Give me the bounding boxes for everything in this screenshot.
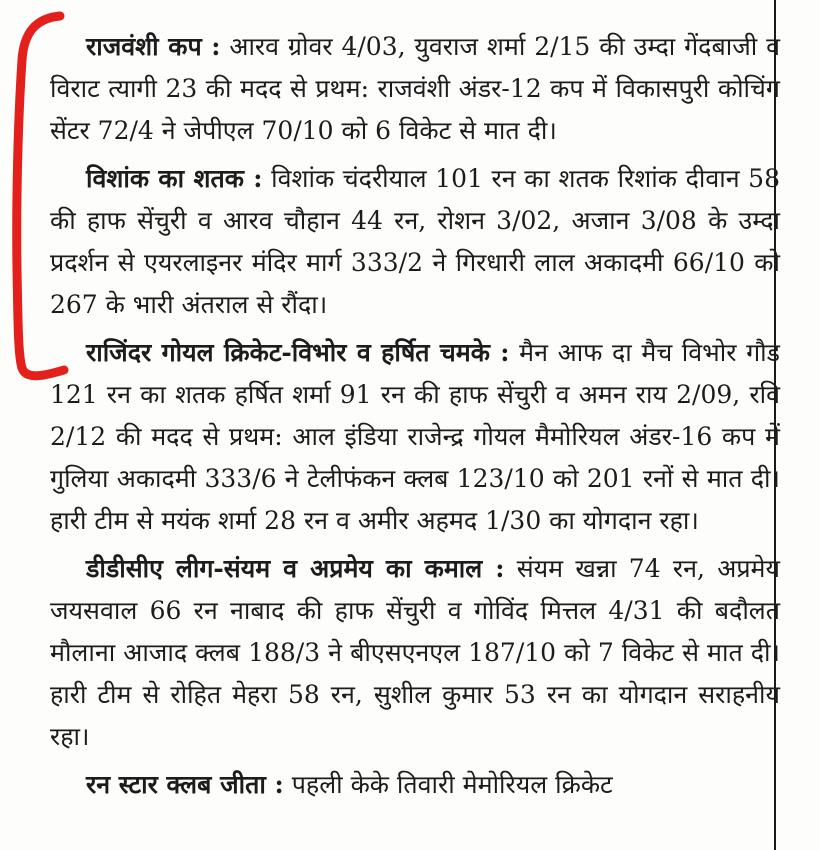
body-rajinder-goyal: मैन आफ दा मैच विभोर गौड 121 रन का शतक हर्षित शर्मा 91 रन की हाफ सेंचुरी व अमन राय 2/09, रवि 2/12 की मदद से प्रथम: आल इंडिया राजेन्द्र गोयल मैमोरियल अंडर-16 कप में गुलिया अकादमी 333/6 ने टेलीफंकन क्लब 123/10 को 201 रनों से मात दी। हारी टीम से मयंक शर्मा 28 रन व अमीर अहमद 1/30 का योगदान रहा। [50,338,780,535]
heading-ddca-league: डीडीसीए लीग-संयम व अप्रमेय का कमाल : [86,554,505,583]
body-run-star-club: पहली केके तिवारी मेमोरियल क्रिकेट [283,770,613,799]
paragraph-ddca-league [50,548,780,758]
paragraph-vishank-century [50,158,780,326]
article-column [50,0,780,812]
heading-run-star-club: रन स्टार क्लब जीता : [86,770,284,799]
body-rajvanshi-cup: आरव ग्रोवर 4/03, युवराज शर्मा 2/15 की उम्दा गेंदबाजी व विराट त्यागी 23 की मदद से प्रथम: राजवंशी अंडर-12 कप में विकासपुरी कोचिंग सेंटर 72/4 ने जेपीएल 70/10 को 6 विकेट से मात दी। [50,32,780,145]
cut-off-line [50,0,780,20]
paragraph-rajvanshi-cup [50,26,780,152]
body-vishank-century: विशांक चंदरीयाल 101 रन का शतक रिशांक दीवान 58 की हाफ सेंचुरी व आरव चौहान 44 रन, रोशन 3/02, अजान 3/08 के उम्दा प्रदर्शन से एयरलाइनर मंदिर मार्ग 333/2 ने गिरधारी लाल अकादमी 66/10 को 267 के भारी अंतराल से रौंदा। [50,164,780,319]
body-ddca-league: संयम खन्ना 74 रन, अप्रमेय जयसवाल 66 रन नाबाद की हाफ सेंचुरी व गोविंद मित्तल 4/31 की बदौलत मौलाना आजाद क्लब 188/3 ने बीएसएनएल 187/10 को 7 विकेट से मात दी। हारी टीम से रोहित मेहरा 58 रन, सुशील कुमार 53 रन का योगदान सराहनीय रहा। [50,554,780,751]
heading-vishank-century: विशांक का शतक : [86,164,263,193]
heading-rajinder-goyal: राजिंदर गोयल क्रिकेट-विभोर व हर्षित चमके : [86,338,510,367]
paragraph-run-star-club [50,764,780,806]
heading-rajvanshi-cup: राजवंशी कप : [86,32,221,61]
paragraph-rajinder-goyal [50,332,780,542]
